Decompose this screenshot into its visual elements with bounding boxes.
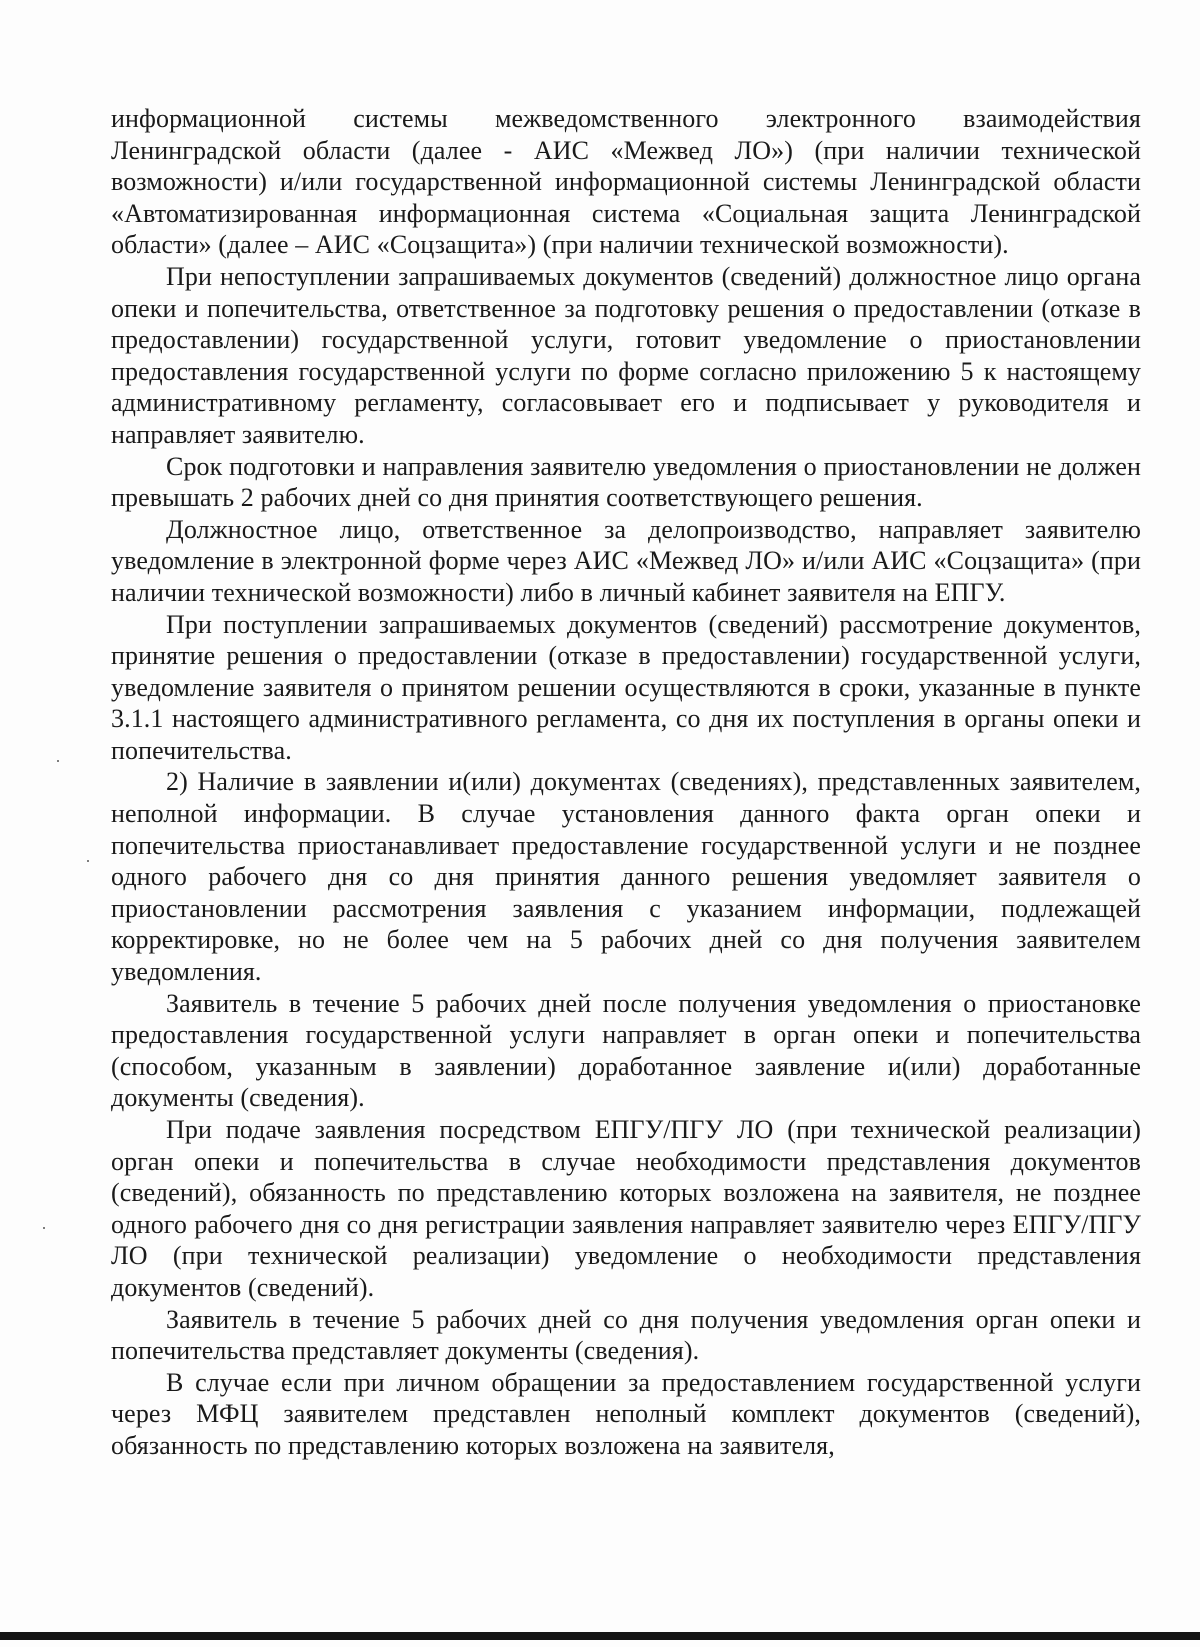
scan-artifact	[87, 860, 89, 862]
scan-artifact	[57, 760, 59, 762]
document-body	[111, 103, 1141, 1462]
paragraph-mfc-case: В случае если при личном обращении за предоставлением государственной услуги через МФЦ заявителем представлен неполный комплект документов (сведений), обязанность по представлению которых возложена на заявителя,	[111, 1367, 1141, 1460]
paragraph-applicant-provides: Заявитель в течение 5 рабочих дней со дня получения уведомления орган опеки и попечительства представляет документы (сведения).	[111, 1304, 1141, 1366]
paragraph-notice-deadline: Срок подготовки и направления заявителю уведомления о приостановлении не должен превышать 2 рабочих дней со дня принятия соответствующего решения.	[111, 451, 1141, 513]
scan-artifact	[43, 1227, 45, 1229]
paragraph-epgu-submission: При подаче заявления посредством ЕПГУ/ПГУ ЛО (при технической реализации) орган опеки и попечительства в случае необходимости представления документов (сведений), обязанность по представлению которых возложена на заявителя, не позднее одного рабочего дня со дня регистрации заявления направляет заявителю через ЕПГУ/ПГУ ЛО (при технической реализации) уведомление о необходимости представления документов (сведений).	[111, 1115, 1141, 1302]
paragraph-incomplete-info: 2) Наличие в заявлении и(или) документах (сведениях), представленных заявителем, неполной информации. В случае установления данного факта орган опеки и попечительства приостанавливает предоставление государственной услуги и не позднее одного рабочего дня со дня принятия данного решения уведомляет заявителя о приостановлении рассмотрения заявления с указанием информации, подлежащей корректировке, но не более чем на 5 рабочих дней со дня получения заявителем уведомления.	[111, 767, 1141, 987]
scan-edge-line	[0, 1632, 1200, 1640]
paragraph-electronic-notice: Должностное лицо, ответственное за делопроизводство, направляет заявителю уведомление в электронной форме через АИС «Межвед ЛО» и/или АИС «Соцзащита» (при наличии технической возможности) либо в личный кабинет заявителя на ЕПГУ.	[111, 514, 1141, 607]
paragraph-applicant-rework: Заявитель в течение 5 рабочих дней после получения уведомления о приостановке предоставления государственной услуги направляет в орган опеки и попечительства (способом, указанным в заявлении) доработанное заявление и(или) доработанные документы (сведения).	[111, 988, 1141, 1113]
paragraph-continuation: информационной системы межведомственного электронного взаимодействия Ленинградской области (далее - АИС «Межвед ЛО») (при наличии технической возможности) и/или государственной информационной системы Ленинградской области «Автоматизированная информационная система «Социальная защита Ленинградской области» (далее – АИС «Соцзащита») (при наличии технической возможности).	[111, 104, 1141, 260]
paragraph-non-receipt: При непоступлении запрашиваемых документов (сведений) должностное лицо органа опеки и попечительства, ответственное за подготовку решения о предоставлении (отказе в предоставлении) государственной услуги, готовит уведомление о приостановлении предоставления государственной услуги по форме согласно приложению 5 к настоящему административному регламенту, согласовывает его и подписывает у руководителя и направляет заявителю.	[111, 261, 1141, 449]
paragraph-review-terms: При поступлении запрашиваемых документов (сведений) рассмотрение документов, принятие решения о предоставлении (отказе в предоставлении) государственной услуги, уведомление заявителя о принятом решении осуществляются в сроки, указанные в пункте 3.1.1 настоящего административного регламента, со дня их поступления в органы опеки и попечительства.	[111, 609, 1141, 765]
